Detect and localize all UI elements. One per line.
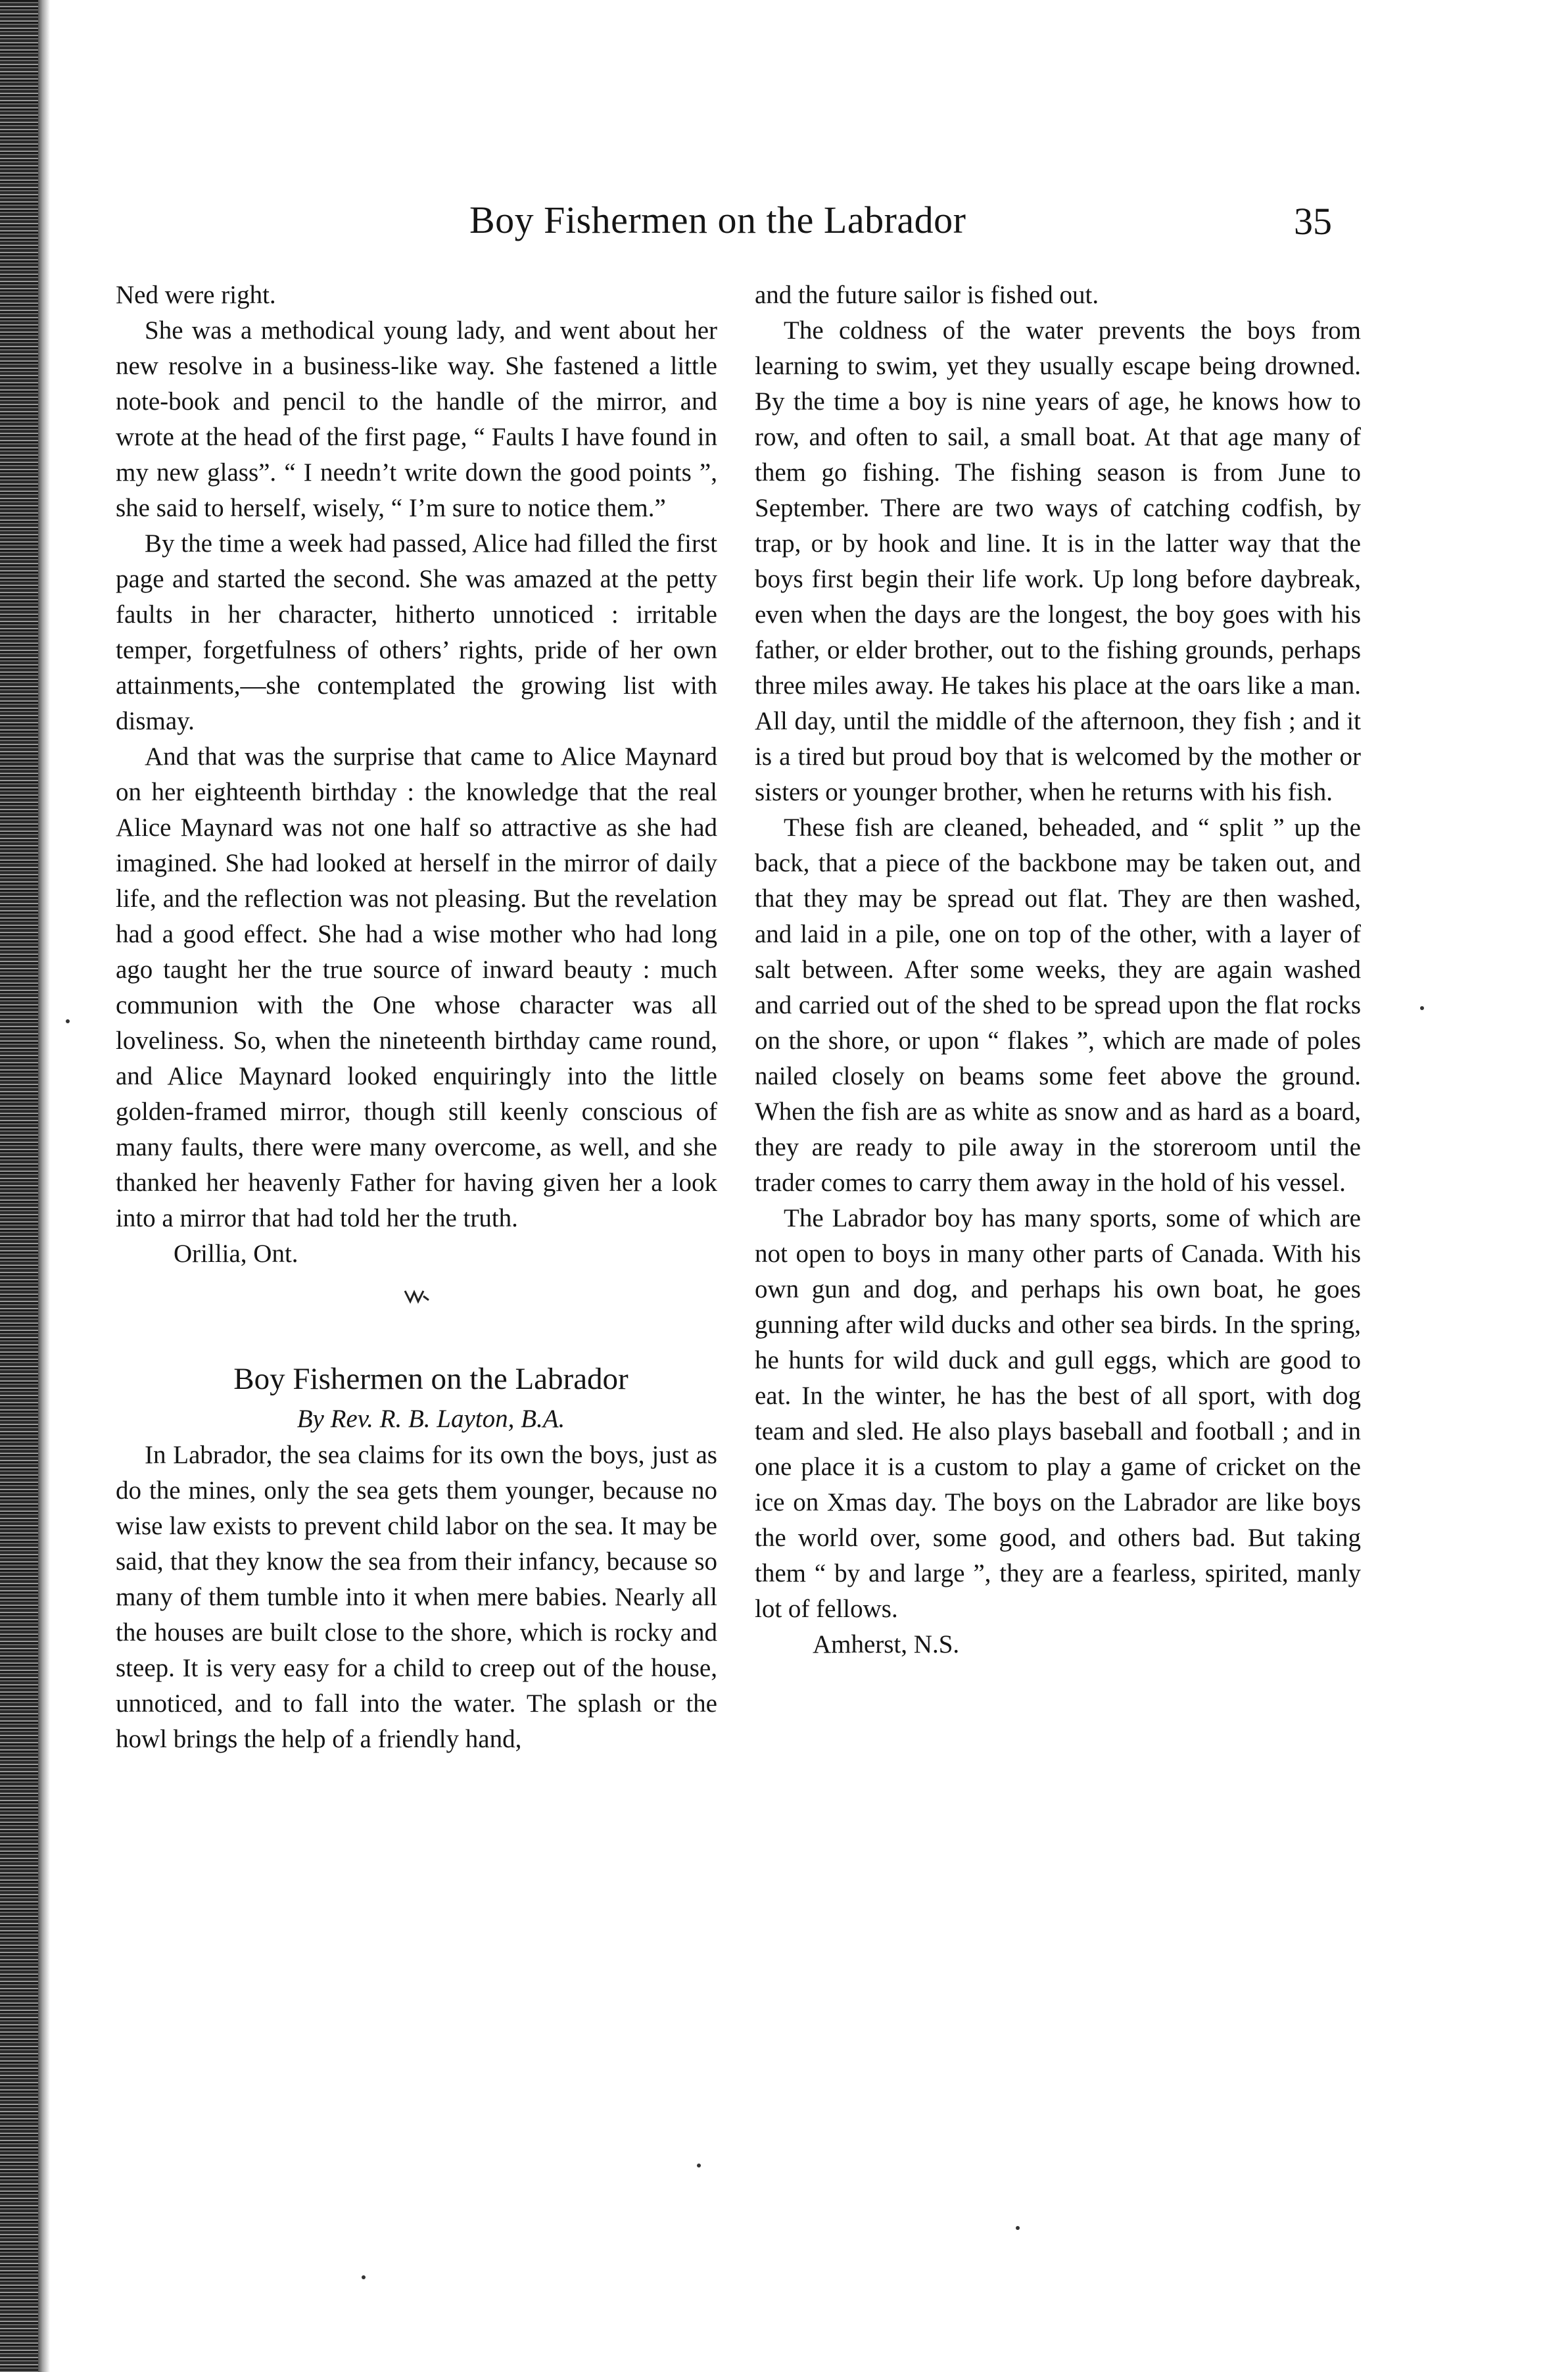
scan-speck [1016,2226,1020,2230]
article-byline: By Rev. R. B. Layton, B.A. [297,1405,565,1433]
scan-speck [1420,1006,1424,1010]
article-title: Boy Fishermen on the Labrador [233,1362,629,1396]
running-title: Boy Fishermen on the Labrador [469,199,966,241]
scan-speck [362,2275,366,2279]
page-header [0,194,1568,253]
paragraph: The coldness of the water prevents the boys from learning to swim, yet they usually escape being drowned. By the time a boy is nine years of age, he knows how to row, and often to sail, a small boat. At that age many of them go fishing. The fishing season is from June to September. There are two ways of catching codfish, by trap, or by hook and line. It is in the latter way that the boys first begin their life work. Up long before daybreak, even when the days are the longest, the boy goes with his father, or elder brother, out to the fishing grounds, perhaps three miles away. He takes his place at the oars like a man. All day, until the middle of the afternoon, they fish ; and it is a tired but proud boy that is welcomed by the mother or sisters or younger brother, when he returns with his fish. [755,316,1361,806]
binding-shadow [38,0,50,2372]
paragraph: The Labrador boy has many sports, some of which are not open to boys in many other parts of Canada. With his own gun and dog, and perhaps his own boat, he goes gunning after wild ducks and other sea birds. In the spring, he hunts for wild duck and gull eggs, which are good to eat. In the winter, he has the best of all sport, with dog team and sled. He also plays baseball and football ; and in one place it is a custom to play a game of cricket on the ice on Xmas day. The boys on the Labrador are like boys the world over, some good, and others bad. But taking them “ by and large ”, they are a fearless, spirited, manly lot of fellows. [755,1204,1361,1623]
page-number: 35 [1294,200,1332,243]
paragraph: These fish are cleaned, beheaded, and “ split ” up the back, that a piece of the backbone may be taken out, and that they may be spread out flat. They are then washed, and laid in a pile, one on top of the other, with a layer of salt between. After some weeks, they are again washed and carried out of the shed to be spread upon the flat rocks on the shore, or upon “ flakes ”, which are made of poles nailed closely on beams some feet above the ground. When the fish are as white as snow and as hard as a board, they are ready to pile away in the storeroom until the trader comes to carry them away in the hold of his vessel. [755,813,1361,1197]
paragraph: And that was the surprise that came to Alice Maynard on her eighteenth birthday : the knowledge that the real Alice Maynard was not one half so attractive as she had imagined. She had looked at herself in the mirror of daily life, and the reflection was not pleasing. But the revelation had a good effect. She had a wise mother who had long ago taught her the true source of inward beauty : much communion with the One whose character was all loveliness. So, when the nineteenth birthday came round, and Alice Maynard looked enquiringly into the little golden-framed mirror, though still keenly conscious of many faults, there were many overcome, as well, and she thanked her heavenly Father for having given her a look into a mirror that had told her the truth. [116,742,717,1232]
scan-speck [66,1019,70,1023]
signoff-location: Orillia, Ont. [174,1240,298,1268]
paragraph: Ned were right. [116,281,276,309]
paragraph: and the future sailor is fished out. [755,281,1099,309]
right-column [755,278,1361,1662]
binding-edge [0,0,38,2372]
section-ornament-icon [116,1285,717,1311]
scan-speck [697,2164,701,2167]
paragraph: By the time a week had passed, Alice had filled the first page and started the second. She was amazed at the petty faults in her character, hitherto unnoticed : irritable temper, forgetfulness of others’ rights, pride of her own attainments,—she contemplated the growing list with dismay. [116,529,717,735]
left-column [116,278,717,1757]
paragraph: She was a methodical young lady, and went about her new resolve in a business-like way. She fastened a little note-book and pencil to the handle of the mirror, and wrote at the head of the first page, “ Faults I have found in my new glass”. “ I needn’t write down the good points ”, she said to herself, wisely, “ I’m sure to notice them.” [116,316,717,522]
paragraph: In Labrador, the sea claims for its own the boys, just as do the mines, only the sea gets them younger, because no wise law exists to prevent child labor on the sea. It may be said, that they know the sea from their infancy, because so many of them tumble into it when mere babies. Nearly all the houses are built close to the shore, which is rocky and steep. It is very easy for a child to creep out of the house, unnoticed, and to fall into the water. The splash or the howl brings the help of a friendly hand, [116,1441,717,1753]
signoff-location: Amherst, N.S. [813,1630,960,1658]
